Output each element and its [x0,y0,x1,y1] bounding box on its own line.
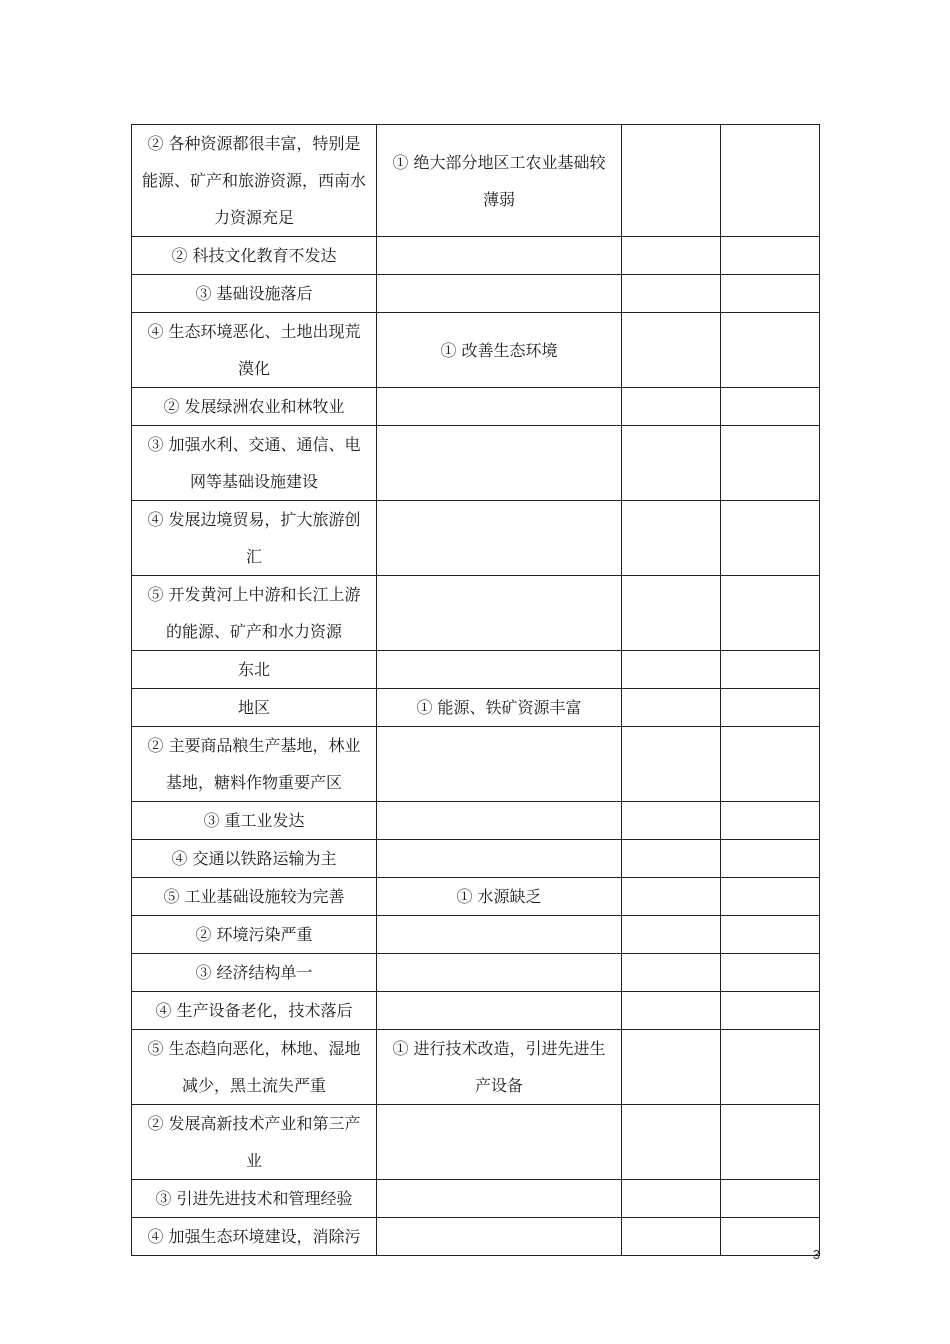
table-row [132,388,820,426]
table-cell-col3 [622,1180,721,1218]
table-cell-col4 [721,426,820,501]
table-row [132,125,820,237]
table-cell-col1: ④ 生产设备老化，技术落后 [132,992,377,1030]
table-row [132,313,820,388]
table-cell-col3 [622,651,721,689]
table-cell-col3 [622,125,721,237]
table-cell-col4 [721,727,820,802]
table-row [132,916,820,954]
table-cell-col4 [721,689,820,727]
table-cell-col4 [721,125,820,237]
table-cell-col4 [721,802,820,840]
table-cell-col2 [377,426,622,501]
table-cell-col1: ④ 发展边境贸易，扩大旅游创汇 [132,501,377,576]
table-cell-col4 [721,1180,820,1218]
table-cell-col1: ② 各种资源都很丰富，特别是能源、矿产和旅游资源，西南水力资源充足 [132,125,377,237]
table-row [132,954,820,992]
table-cell-col2: ① 水源缺乏 [377,878,622,916]
table-cell-col3 [622,426,721,501]
table-cell-col4 [721,878,820,916]
table-cell-col2: ① 进行技术改造，引进先进生产设备 [377,1030,622,1105]
table-cell-col1: ② 主要商品粮生产基地，林业基地，糖料作物重要产区 [132,727,377,802]
table-cell-col3 [622,689,721,727]
table-cell-col2 [377,576,622,651]
table-cell-col4 [721,275,820,313]
table-row [132,727,820,802]
table-cell-col3 [622,992,721,1030]
table-cell-col3 [622,237,721,275]
table-cell-col1: ③ 加强水利、交通、通信、电网等基础设施建设 [132,426,377,501]
table-cell-col3 [622,727,721,802]
table-row [132,802,820,840]
table-cell-col3 [622,1105,721,1180]
table-cell-col2 [377,1105,622,1180]
table-row [132,1105,820,1180]
table-cell-col1: ③ 引进先进技术和管理经验 [132,1180,377,1218]
table-cell-col1: ③ 经济结构单一 [132,954,377,992]
table-row [132,576,820,651]
table-cell-col2 [377,916,622,954]
table-row [132,878,820,916]
table-cell-col3 [622,1218,721,1256]
table-cell-col2 [377,501,622,576]
table-cell-col4 [721,1105,820,1180]
table-cell-col4 [721,1030,820,1105]
table-cell-col1: ④ 交通以铁路运输为主 [132,840,377,878]
table-cell-col4 [721,954,820,992]
table-cell-col1: 东北 [132,651,377,689]
table-cell-col4 [721,992,820,1030]
table-cell-col3 [622,954,721,992]
table-row [132,237,820,275]
table-cell-col2 [377,388,622,426]
table-cell-col2 [377,1218,622,1256]
table-cell-col2 [377,275,622,313]
table-cell-col2 [377,992,622,1030]
table-cell-col3 [622,1030,721,1105]
table-cell-col1: ⑤ 生态趋向恶化，林地、湿地减少，黑土流失严重 [132,1030,377,1105]
table-row [132,1030,820,1105]
table-cell-col2 [377,840,622,878]
table-cell-col4 [721,237,820,275]
table-cell-col2: ① 能源、铁矿资源丰富 [377,689,622,727]
table-row [132,651,820,689]
table-cell-col3 [622,313,721,388]
table-cell-col3 [622,916,721,954]
table-cell-col4 [721,651,820,689]
table-cell-col3 [622,878,721,916]
table-cell-col2 [377,237,622,275]
table-row [132,426,820,501]
table-cell-col4 [721,388,820,426]
table-cell-col2 [377,802,622,840]
table-row [132,1180,820,1218]
table-cell-col2 [377,1180,622,1218]
table-row [132,840,820,878]
data-table [131,124,820,1256]
table-body [132,125,820,1256]
table-cell-col1: ③ 基础设施落后 [132,275,377,313]
table-cell-col4 [721,576,820,651]
table-row [132,1218,820,1256]
table-cell-col3 [622,501,721,576]
table-cell-col3 [622,275,721,313]
table-cell-col3 [622,576,721,651]
table-row [132,501,820,576]
table-cell-col4 [721,840,820,878]
table-cell-col2: ① 改善生态环境 [377,313,622,388]
table-cell-col2 [377,651,622,689]
table-cell-col2: ① 绝大部分地区工农业基础较薄弱 [377,125,622,237]
table-cell-col4 [721,313,820,388]
table-cell-col4 [721,916,820,954]
page-number: 3 [812,1247,820,1262]
table-cell-col1: ② 发展高新技术产业和第三产业 [132,1105,377,1180]
table-cell-col2 [377,954,622,992]
table-cell-col1: ② 环境污染严重 [132,916,377,954]
table-cell-col3 [622,802,721,840]
table-cell-col1: ② 发展绿洲农业和林牧业 [132,388,377,426]
table-cell-col1: ② 科技文化教育不发达 [132,237,377,275]
table-row [132,689,820,727]
table-cell-col1: ④ 加强生态环境建设，消除污 [132,1218,377,1256]
table-cell-col1: ④ 生态环境恶化、土地出现荒漠化 [132,313,377,388]
table-cell-col1: ⑤ 工业基础设施较为完善 [132,878,377,916]
table-cell-col4 [721,501,820,576]
table-cell-col1: 地区 [132,689,377,727]
table-cell-col3 [622,840,721,878]
table-row [132,992,820,1030]
table-cell-col1: ⑤ 开发黄河上中游和长江上游的能源、矿产和水力资源 [132,576,377,651]
table-cell-col2 [377,727,622,802]
table-cell-col3 [622,388,721,426]
table-cell-col1: ③ 重工业发达 [132,802,377,840]
table-row [132,275,820,313]
